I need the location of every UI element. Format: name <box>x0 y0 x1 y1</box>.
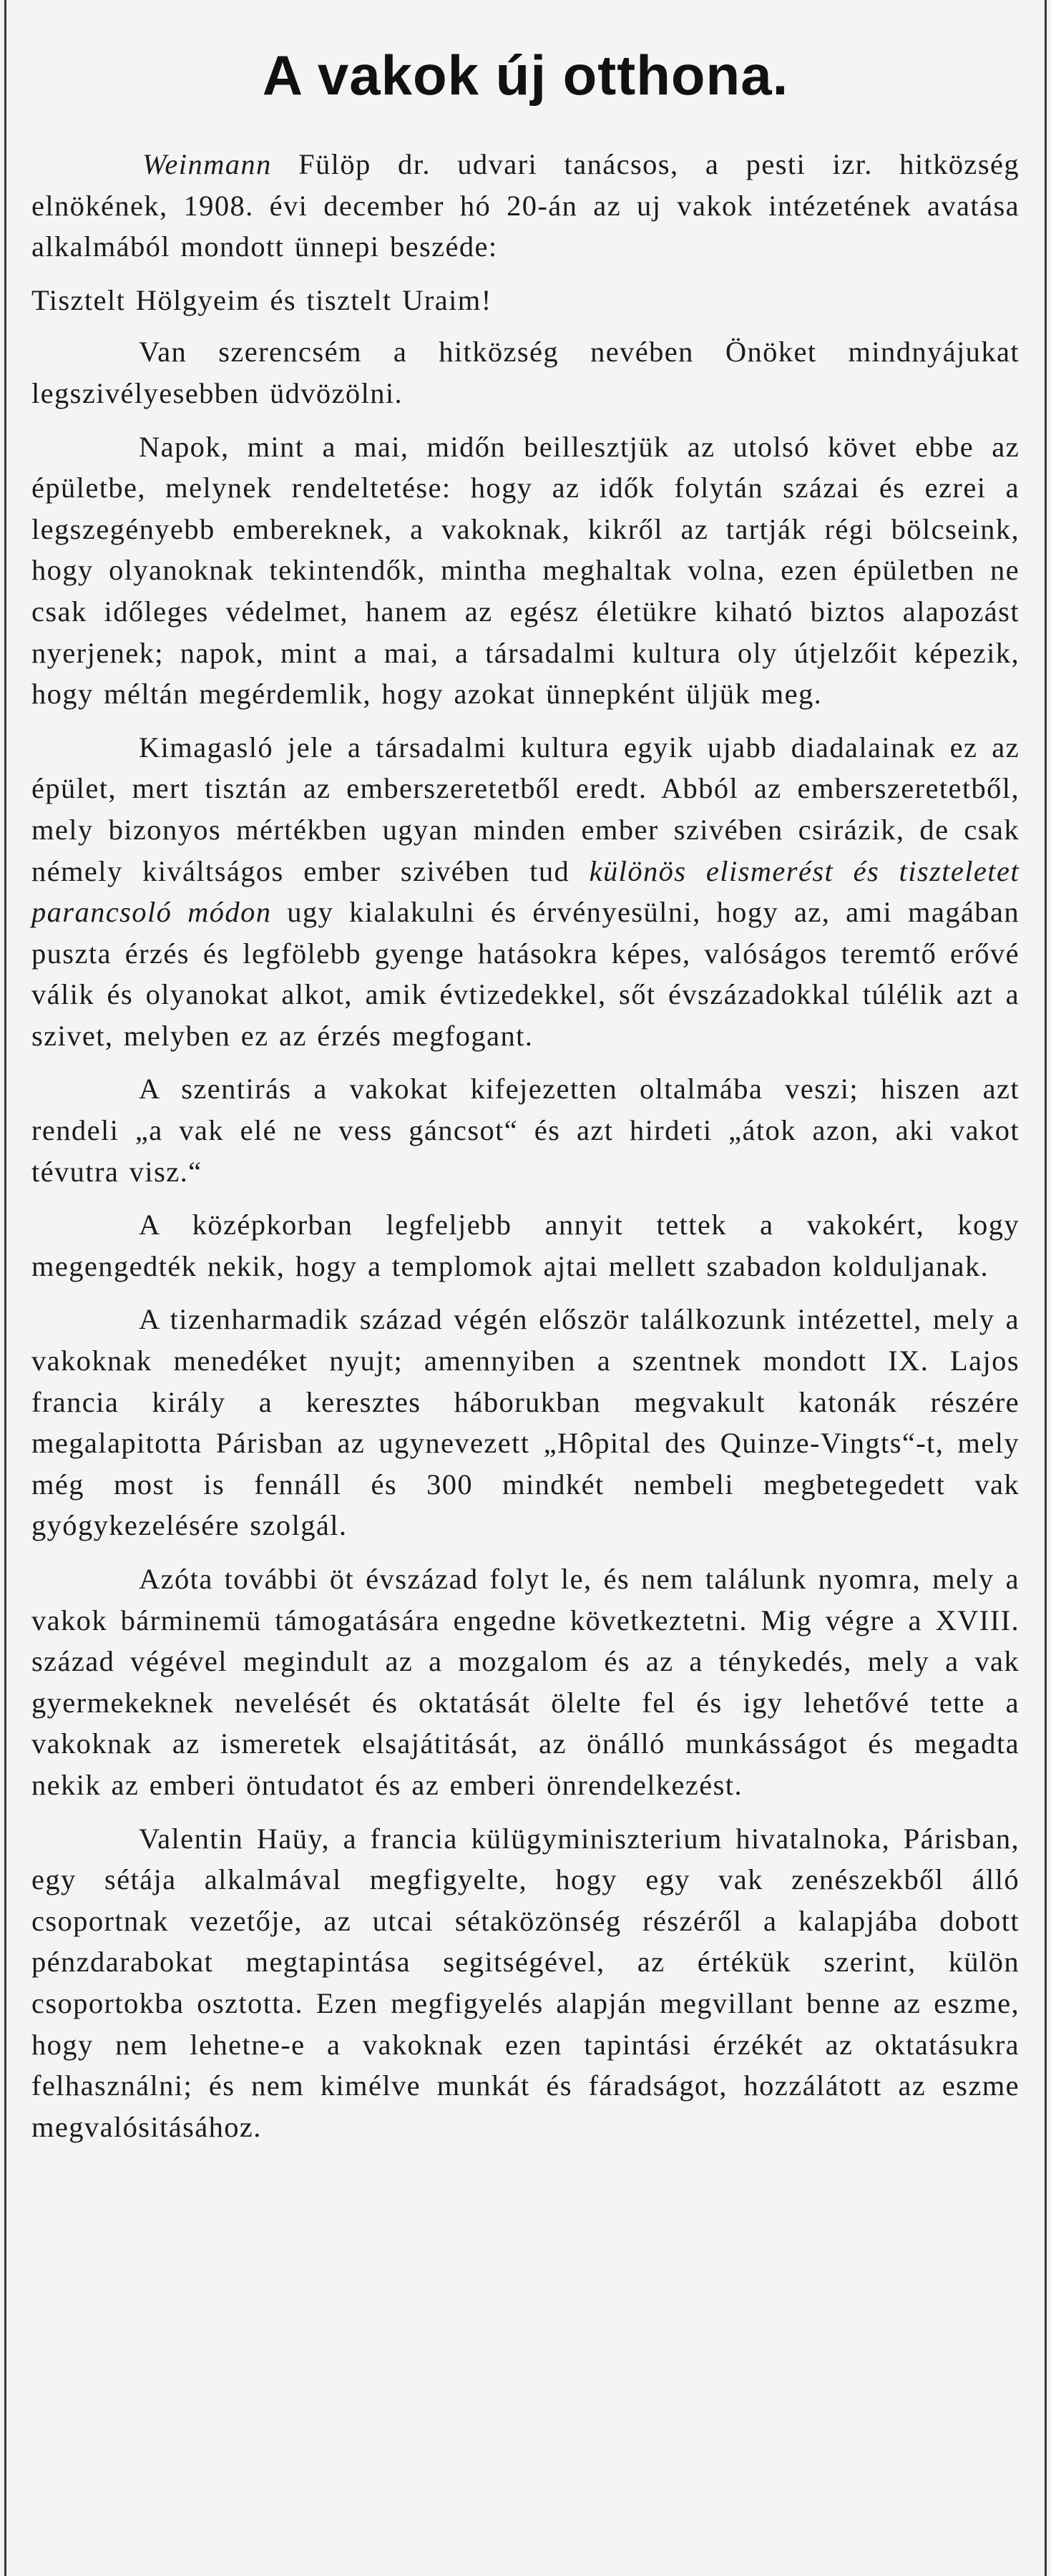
article-column <box>31 43 1020 2160</box>
paragraph-thirteenth-century: A tizenharmadik század végén először találkozunk intézettel, mely a vakoknak menedéket nyujt; amennyiben a szentnek mondott IX. Lajos francia király a keresztes háborukban megvakult katonák részére megalapitotta Párisban az ugynevezett „Hôpital des Quinze-Vingts“-t, mely még most is fennáll és 300 mindkét nembeli megbetegedett vak gyógykezelésére szolgál. <box>31 1303 1020 1542</box>
paragraph-middle-ages: A középkorban legfeljebb annyit tettek a vakokért, kogy megengedték nekik, hogy a templomok ajtai mellett szabadon kolduljanak. <box>31 1209 1020 1282</box>
paragraph-scripture: A szentirás a vakokat kifejezetten oltalmába veszi; hiszen azt rendeli „a vak elé ne vess gáncsot“ és azt hirdeti „átok azon, aki vakot tévutra visz.“ <box>31 1073 1020 1188</box>
paragraph-culture-before: Kimagasló jele a társadalmi kultura egyik ujabb diadalainak ez az épület, mert tisztán az emberszeretetből eredt. Abból az emberszeretetből, mely bizonyos mértékben ugyan minden ember szivében csirázik, de csak némely kiváltságos ember szivében tud <box>31 731 1020 887</box>
paragraph-welcome: Van szerencsém a hitközség nevében Önöket mindnyájukat legszivélyesebben üdvözölni. <box>31 336 1020 409</box>
paragraph-eighteenth-century: Azóta további öt évszázad folyt le, és nem találunk nyomra, mely a vakok bárminemü támogatására engedne következtetni. Mig végre a XVIII. század végével megindult az a mozgalom és az a ténykedés, mely a vak gyermekeknek nevelését és oktatását ölelte fel és igy lehetővé tette a vakoknak az ismeretek elsajátitását, az önálló munkásságot és megadta nekik az emberi öntudatot és az emberi önrendelkezést. <box>31 1563 1020 1801</box>
intro-text: Fülöp dr. udvari tanácsos, a pesti izr. hitközség elnökének, 1908. évi december hó 20-án az uj vakok intézetének avatása alkalmából mondott ünnepi beszéde: <box>31 148 1020 263</box>
greeting-line: Tisztelt Hölgyeim és tisztelt Uraim! <box>31 283 492 316</box>
article-title: A vakok új otthona. <box>262 44 789 107</box>
column-rule-right <box>1045 0 1047 2576</box>
speaker-name: Weinmann <box>142 148 272 180</box>
column-rule-left <box>4 0 6 2576</box>
article-body <box>31 144 1020 2147</box>
paragraph-culture <box>31 727 1020 1057</box>
intro-paragraph <box>31 144 1020 268</box>
paragraph-culture-after: ugy kialakulni és érvényesülni, hogy az, ami magában puszta érzés és legfölebb gyenge hatásokra képes, valóságos teremtő erővé válik és olyanokat alkot, amik évtizedekkel, sőt évszázadokkal túlélik azt a szivet, melyben ez az érzés megfogant. <box>31 896 1020 1052</box>
paragraph-culture-italic: különös elismerést és tiszteletet parancsoló módon <box>31 854 1020 929</box>
paragraph-hauy: Valentin Haüy, a francia külügyminiszterium hivatalnoka, Párisban, egy sétája alkalmával megfigyelte, hogy egy vak zenészekből álló csoportnak vezetője, az utcai sétaközönség részéről a kalapjába dobott pénzdarabokat megtapintása segitségével, az értékük szerint, külön csoportokba osztotta. Ezen megfigyelés alapján megvillant benne az eszme, hogy nem lehetne-e a vakoknak ezen tapintási érzékét az oktatásukra felhasználni; és nem kimélve munkát és fáradságot, hozzálátott az eszme megvalósitásához. <box>31 1822 1020 2143</box>
paragraph-days: Napok, mint a mai, midőn beillesztjük az utolsó követ ebbe az épületbe, melynek rendeltetése: hogy az idők folytán százai és ezrei a legszegényebb embereknek, a vakoknak, kikről az tartják régi bölcseink, hogy olyanoknak tekintendők, mintha meghaltak volna, ezen épületben ne csak időleges védelmet, hanem az egész életükre kiható biztos alapozást nyerjenek; napok, mint a mai, a társadalmi kultura oly útjelzőit képezik, hogy méltán megérdemlik, hogy azokat ünnepként üljük meg. <box>31 430 1020 711</box>
